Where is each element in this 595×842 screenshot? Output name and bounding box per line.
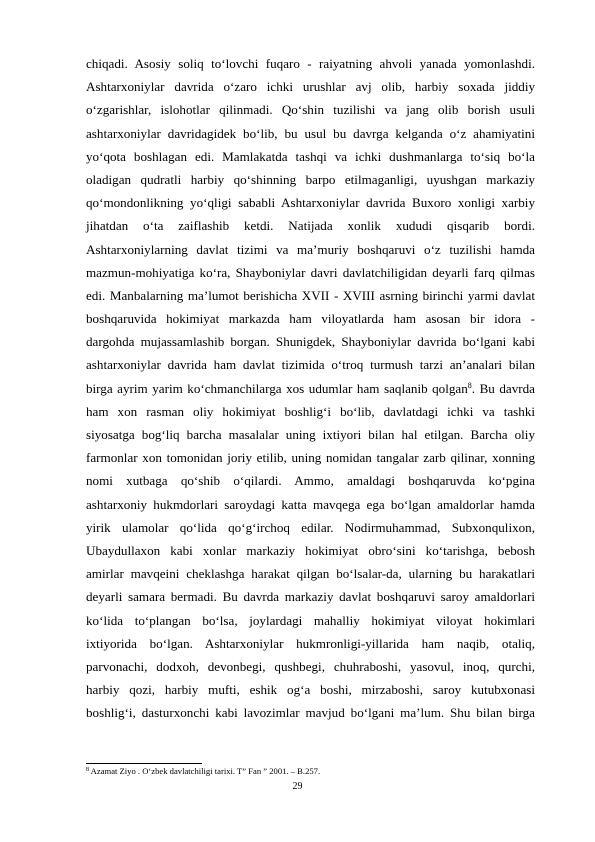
text-line: Ubaydullaxon kabi xonlar markaziy hokimiyat obro‘sini ko‘tarishga, bebosh <box>86 542 535 558</box>
footnote-divider <box>86 763 202 764</box>
text-line: amirlar mavqeini cheklashga harakat qilgan bo‘lsalar-da, ularning bu harakatlari <box>86 566 535 582</box>
text-segment: birga ayrim yarim ko‘chmanchilarga xos udumlar ham saqlanib qolgan <box>86 380 468 396</box>
text-line: mazmun-mohiyatiga ko‘ra, Shayboniylar davri davlatchiligidan deyarli farq qilmas <box>86 264 535 280</box>
text-line: yirik ulamolar qo‘lida qo‘g‘irchoq edilar. Nodirmuhammad, Subxonqulixon, <box>86 519 535 535</box>
footnote-reference[interactable]: 8 <box>467 380 472 390</box>
text-line: farmonlar xon tomonidan joriy etilib, uning nomidan tangalar zarb qilinar, xonning <box>86 450 535 466</box>
text-line: Ashtarxoniylar davrida o‘zaro ichki urushlar avj olib, harbiy soxada jiddiy <box>86 79 535 95</box>
text-line: harbiy qozi, harbiy mufti, eshik og‘a boshi, mirzaboshi, saroy kutubxonasi <box>86 682 535 698</box>
text-line: siyosatga bog‘liq barcha masalalar uning ixtiyori bilan hal etilgan. Barcha oliy <box>86 427 535 442</box>
text-line: oladigan qudratli harbiy qo‘shinning barpo etilmaganligi, uyushgan markaziy <box>86 171 535 187</box>
text-line: ashtarxoniylar davrida ham davlat tizimida o‘troq turmush tarzi an’analari bilan <box>86 357 535 373</box>
text-line: ashtarxoniy hukmdorlari saroydagi katta mavqega ega bo‘lgan amaldorlar hamda <box>86 496 535 512</box>
text-line: dargohda mujassamlashib borgan. Shunigdek, Shayboniylar davrida bo‘lgani kabi <box>86 334 535 350</box>
text-line: chiqadi. Asosiy soliq to‘lovchi fuqaro - raiyatning ahvoli yanada yomonlashdi. <box>86 56 535 71</box>
text-segment: . Bu davrda <box>471 380 535 396</box>
text-line-with-footnote-ref <box>86 377 535 400</box>
text-line: jihatdan o‘ta zaiflashib ketdi. Natijada xonlik xududi qisqarib bordi. <box>86 218 535 234</box>
text-line: ko‘lida to‘plangan bo‘lsa, joylardagi mahalliy hokimiyat viloyat hokimlari <box>86 612 535 628</box>
text-line: edi. Manbalarning ma’lumot berishicha XVII - XVIII asrning birinchi yarmi davlat <box>86 287 535 303</box>
text-line: o‘zgarishlar, islohotlar qilinmadi. Qo‘shin tuzilishi va jang olib borish usuli <box>86 102 535 118</box>
text-line: qo‘mondonlikning yo‘qligi sababli Ashtarxoniylar davrida Buxoro xonligi xarbiy <box>86 195 535 211</box>
page-number: 29 <box>292 781 303 792</box>
text-line: yo‘qota boshlagan edi. Mamlakatda tashqi va ichki dushmanlarga to‘siq bo‘la <box>86 148 535 164</box>
text-line: deyarli samara bermadi. Bu davrda markaziy davlat boshqaruvi saroy amaldorlari <box>86 589 535 605</box>
text-line: boshlig‘i, dasturxonchi kabi lavozimlar mavjud bo‘lgani ma’lum. Shu bilan birga <box>86 705 535 721</box>
body-text <box>86 52 535 724</box>
text-line: ixtiyorida bo‘lgan. Ashtarxoniylar hukmronligi-yillarida ham naqib, otaliq, <box>86 635 535 651</box>
text-line: ham xon rasman oliy hokimiyat boshlig‘i bo‘lib, davlatdagi ichki va tashki <box>86 403 535 419</box>
text-line: boshqaruvida hokimiyat markazda ham viloyatlarda ham asosan bir idora - <box>86 311 535 327</box>
text-line: Ashtarxoniylarning davlat tizimi va ma’muriy boshqaruvi o‘z tuzilishi hamda <box>86 241 535 257</box>
footnote-text: Azamat Ziyo . O‘zbek davlatchiligi tarixi. T” Fan ” 2001. – B.257. <box>89 766 321 776</box>
text-line: parvonachi, dodxoh, devonbegi, qushbegi, chuhraboshi, yasovul, inoq, qurchi, <box>86 658 535 674</box>
footnote-number: 8 <box>86 767 89 773</box>
footnote <box>86 766 535 777</box>
text-line: ashtarxoniylar davridagidek bo‘lib, bu usul bu davrga kelganda o‘z ahamiyatini <box>86 125 535 141</box>
text-line: nomi xutbaga qo‘shib o‘qilardi. Ammo, amaldagi boshqaruvda ko‘pgina <box>86 473 535 489</box>
